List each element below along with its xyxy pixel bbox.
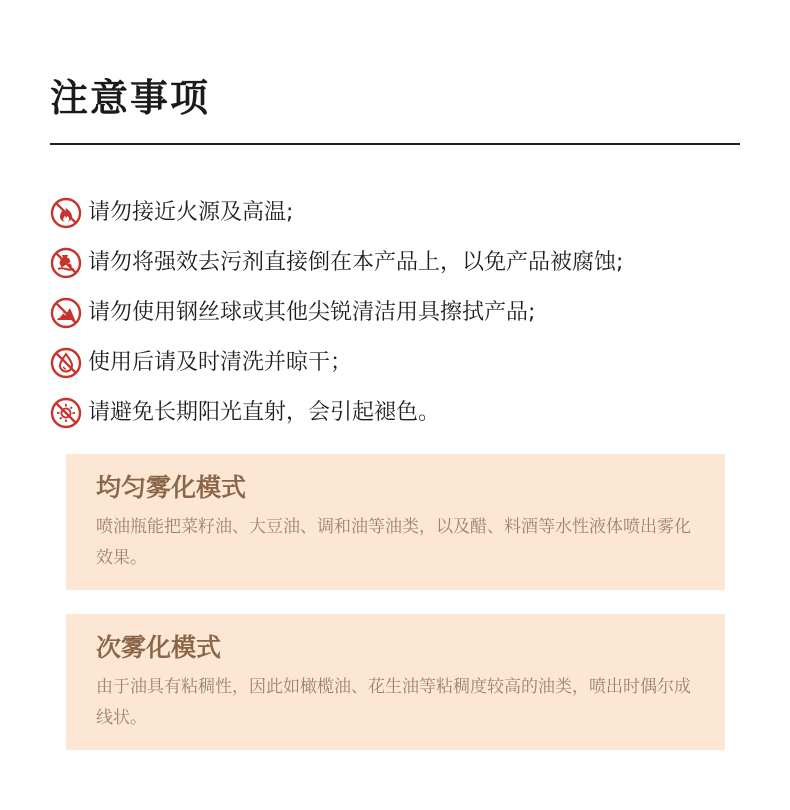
notice-list	[50, 188, 750, 438]
title-divider	[50, 143, 740, 145]
notice-item-chemical	[50, 238, 750, 288]
notice-text: 使用后请及时清洗并晾干；	[88, 350, 353, 375]
no-chemical-icon	[50, 247, 82, 279]
notice-text: 请勿使用钢丝球或其他尖锐清洁用具擦拭产品;	[88, 300, 536, 325]
mode-card-secondary	[66, 614, 725, 750]
notice-text: 请勿将强效去污剂直接倒在本产品上，以免产品被腐蚀;	[88, 250, 624, 275]
notice-item-water	[50, 338, 750, 388]
notice-text: 请勿接近火源及高温;	[88, 200, 294, 225]
card-body: 喷油瓶能把菜籽油、大豆油、调和油等油类，以及醋、料酒等水性液体喷出雾化效果。	[96, 517, 691, 568]
no-abrasive-icon	[50, 297, 82, 329]
no-fire-icon	[50, 197, 82, 229]
notice-item-abrasive	[50, 288, 750, 338]
water-drop-icon	[50, 347, 82, 379]
mode-card-uniform	[66, 454, 725, 590]
notice-text: 请避免长期阳光直射，会引起褪色。	[88, 400, 441, 425]
no-sunlight-icon	[50, 397, 82, 429]
notice-item-sunlight	[50, 388, 750, 438]
card-title: 均匀雾化模式	[96, 473, 247, 502]
notice-item-fire	[50, 188, 750, 238]
page-title: 注意事项	[50, 76, 211, 120]
card-body: 由于油具有粘稠性，因此如橄榄油、花生油等粘稠度较高的油类，喷出时偶尔成线状。	[96, 677, 691, 728]
card-title: 次雾化模式	[96, 633, 222, 662]
